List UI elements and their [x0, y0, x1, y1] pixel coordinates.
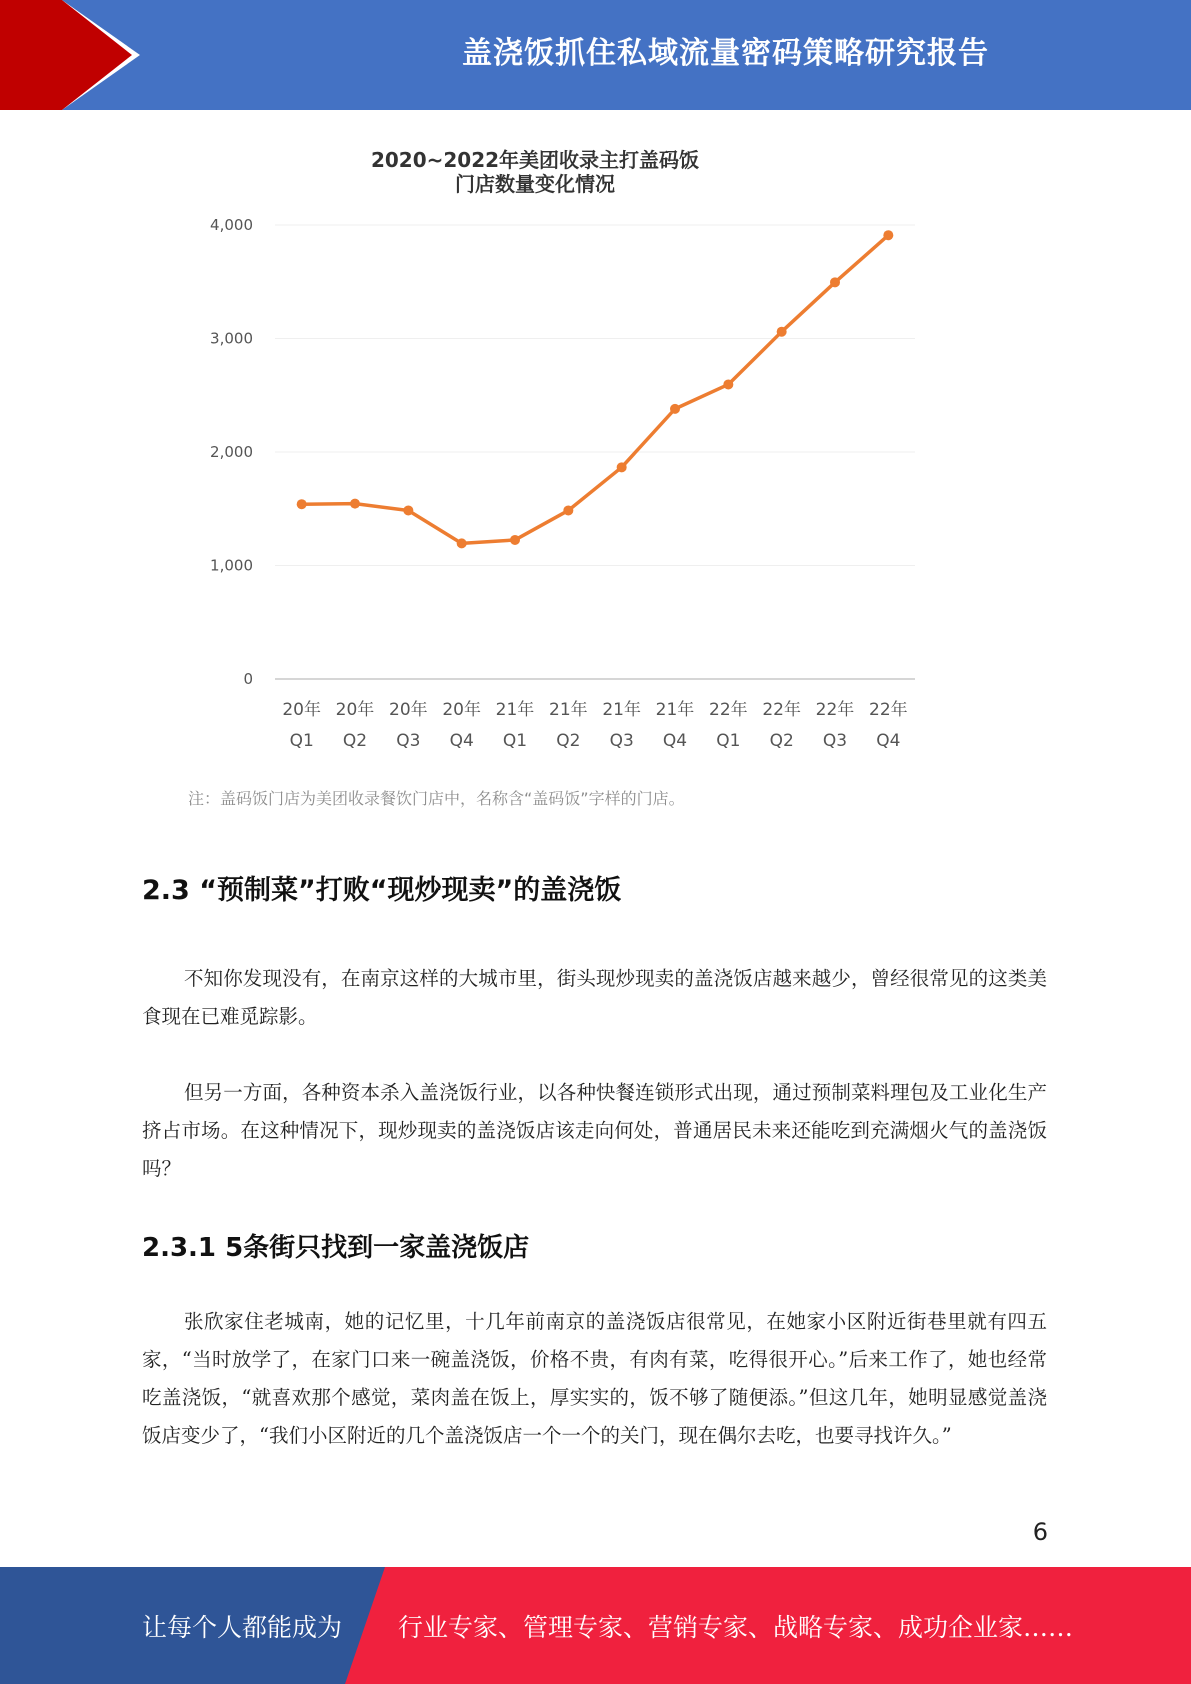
page-number: 6: [1032, 1518, 1048, 1546]
subsection-paragraph-1: 张欣家住老城南，她的记忆里，十几年前南京的盖浇饭店很常见，在她家小区附近街巷里就有四五家，“当时放学了，在家门口来一碗盖浇饭，价格不贵，有肉有菜，吃得很开心。”后来工作了，她也经常吃盖浇饭，“就喜欢那个感觉，菜肉盖在饭上，厚实实的，饭不够了随便添。”但这几年，她明显感觉盖浇饭店变少了，“我们小区附近的几个盖浇饭店一个一个的关门，现在偶尔去吃，也要寻找许久。”: [142, 1310, 1047, 1447]
data-point: [617, 462, 627, 472]
header-arrow-decoration: [0, 0, 160, 110]
x-tick-label-quarter: Q3: [609, 731, 634, 751]
x-tick-label-quarter: Q1: [502, 731, 528, 751]
data-point: [350, 499, 360, 509]
x-tick-label-year: 20年: [389, 700, 428, 720]
y-tick-label: 4,000: [210, 216, 253, 234]
x-tick-label-quarter: Q2: [342, 731, 368, 751]
x-tick-label-quarter: Q2: [769, 731, 794, 751]
header-band: [0, 0, 1191, 110]
x-tick-label-year: 21年: [549, 700, 588, 720]
chart-title-line-2: 门店数量变化情况: [455, 172, 615, 196]
chart-note: 注：盖码饭门店为美团收录餐饮门店中，名称含“盖码饭”字样的门店。: [188, 789, 685, 808]
x-tick-label-year: 22年: [815, 700, 855, 720]
series-line: [302, 235, 889, 543]
data-point: [510, 535, 520, 545]
report-title: 盖浇饭抓住私域流量密码策略研究报告: [462, 36, 989, 71]
section-heading: 2.3 “预制菜”打败“现炒现卖”的盖浇饭: [142, 875, 622, 906]
chart-title-line-1: 2020~2022年美团收录主打盖码饭: [370, 148, 700, 172]
footer-slogan-left: 让每个人都能成为: [142, 1612, 343, 1642]
data-point: [777, 327, 787, 337]
x-tick-label-quarter: Q2: [556, 731, 581, 751]
x-tick-label-year: 20年: [442, 700, 481, 720]
section-paragraph-2: 但另一方面，各种资本杀入盖浇饭行业，以各种快餐连锁形式出现，通过预制菜料理包及工业化生产挤占市场。在这种情况下，现炒现卖的盖浇饭店该走向何处，普通居民未来还能吃到充满烟火气的盖浇饭吗？: [142, 1081, 1047, 1180]
x-tick-label-quarter: Q1: [716, 731, 741, 751]
data-point: [723, 379, 733, 389]
line-chart: [180, 135, 940, 815]
y-tick-label: 0: [243, 670, 253, 688]
x-tick-label-year: 21年: [655, 700, 695, 720]
x-tick-label-year: 22年: [869, 700, 908, 720]
x-tick-label-quarter: Q4: [449, 731, 474, 751]
x-tick-label-year: 22年: [709, 700, 748, 720]
x-tick-label-quarter: Q4: [876, 731, 901, 751]
x-tick-label-quarter: Q3: [396, 731, 421, 751]
data-point: [670, 404, 680, 414]
section-paragraph-1: 不知你发现没有，在南京这样的大城市里，街头现炒现卖的盖浇饭店越来越少，曾经很常见的这类美食现在已难觅踪影。: [142, 967, 1047, 1028]
y-tick-label: 2,000: [210, 443, 253, 461]
data-point: [297, 499, 307, 509]
x-tick-label-quarter: Q3: [822, 731, 848, 751]
subsection-heading: 2.3.1 5条街只找到一家盖浇饭店: [142, 1233, 530, 1263]
y-tick-label: 1,000: [210, 556, 253, 575]
x-tick-label-year: 21年: [602, 700, 641, 720]
data-point: [830, 277, 840, 287]
x-tick-label-year: 20年: [335, 700, 375, 720]
footer-band: [0, 1567, 1191, 1684]
data-point: [457, 538, 467, 548]
footer-slogan-right: 行业专家、管理专家、营销专家、战略专家、成功企业家……: [398, 1612, 1074, 1642]
x-tick-label-year: 22年: [762, 700, 801, 720]
data-point: [883, 230, 893, 240]
x-tick-label-quarter: Q1: [289, 731, 314, 751]
data-point: [563, 505, 573, 515]
x-tick-label-quarter: Q4: [662, 731, 688, 751]
data-point: [403, 505, 413, 515]
y-tick-label: 3,000: [210, 329, 253, 348]
x-tick-label-year: 21年: [495, 700, 535, 720]
x-tick-label-year: 20年: [282, 700, 321, 720]
chart-svg: [180, 135, 940, 775]
